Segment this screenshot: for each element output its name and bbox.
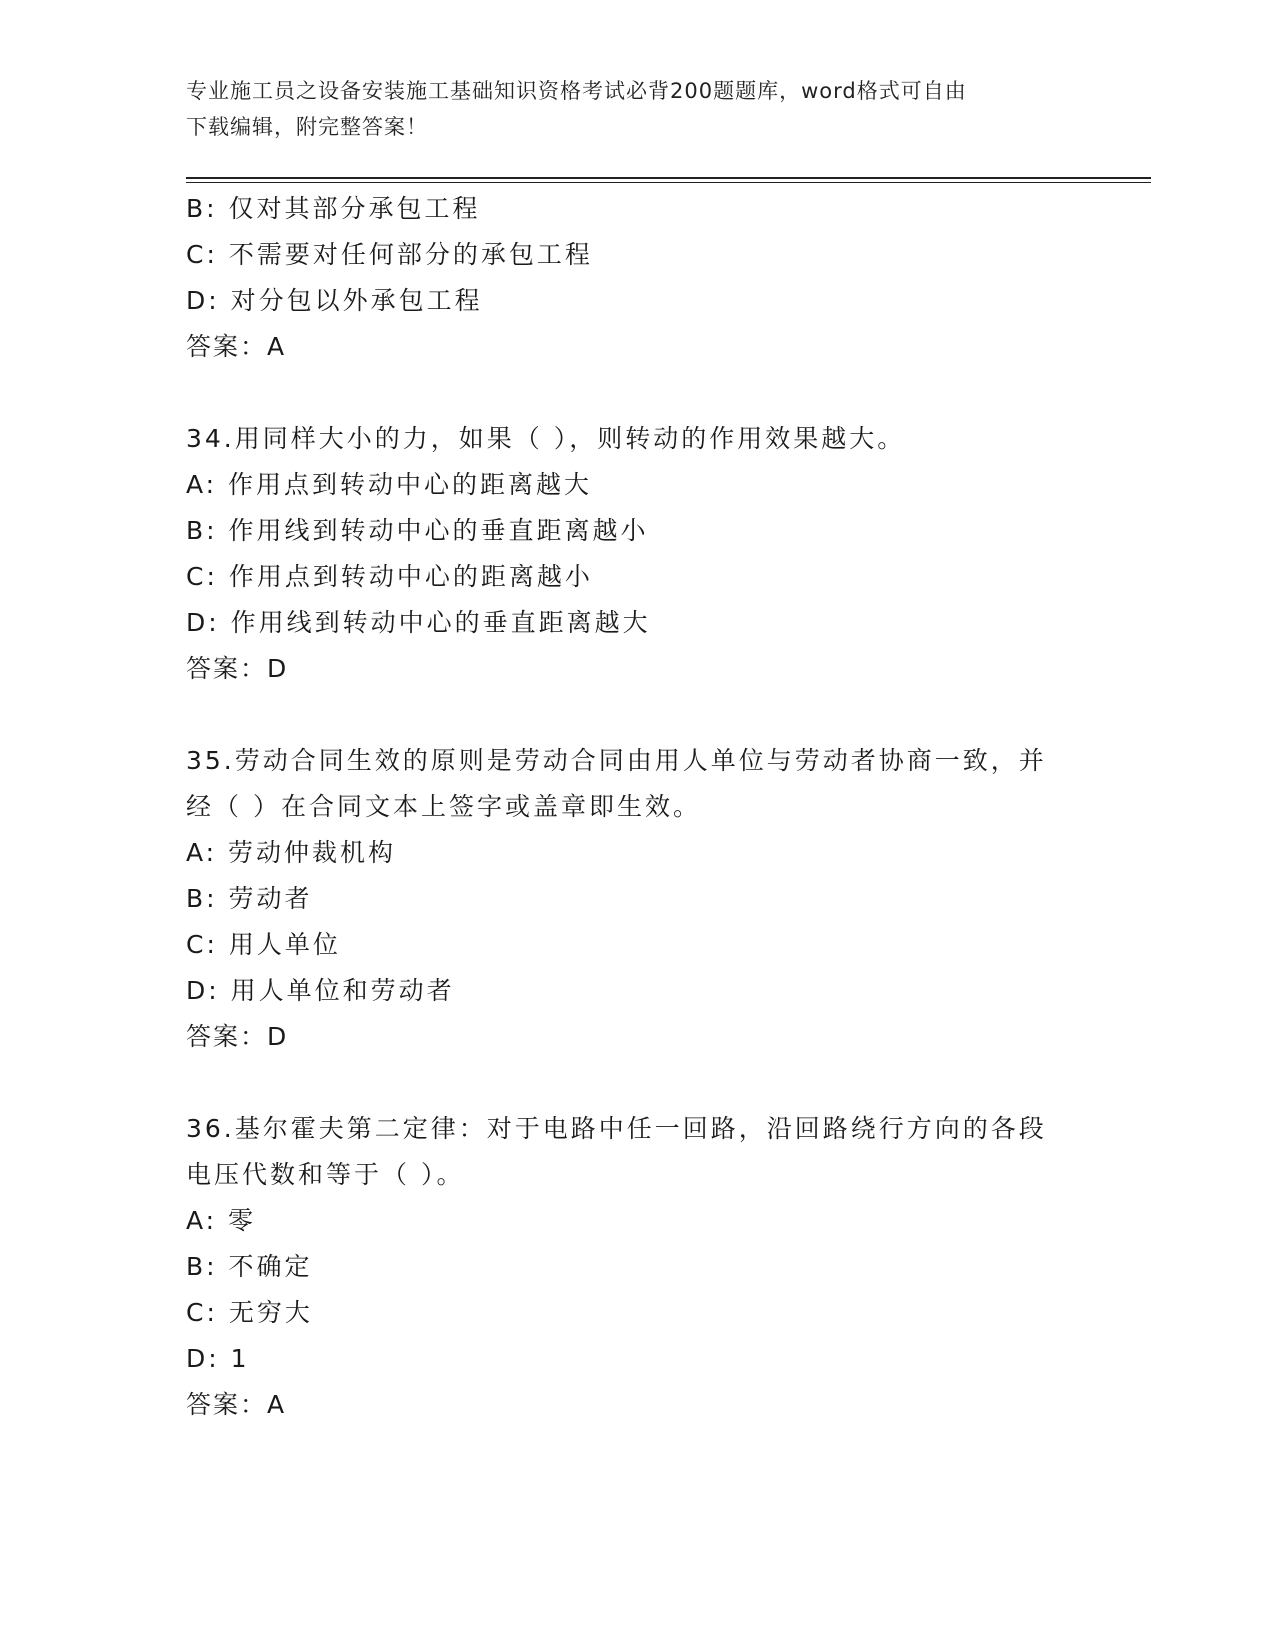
question-stem-line-1: 35.劳动合同生效的原则是劳动合同由用人单位与劳动者协商一致，并 <box>186 746 1047 775</box>
option-a: A: 劳动仲裁机构 <box>186 838 397 867</box>
question-list <box>186 186 1086 1428</box>
question-34 <box>186 416 1086 692</box>
option-c: C: 无穷大 <box>186 1298 313 1327</box>
option-d: D: 用人单位和劳动者 <box>186 976 455 1005</box>
question-33-continued <box>186 186 1086 370</box>
answer-line: 答案：D <box>186 654 289 683</box>
option-c: C: 作用点到转动中心的距离越小 <box>186 562 593 591</box>
option-c: C: 不需要对任何部分的承包工程 <box>186 240 593 269</box>
option-b: B: 不确定 <box>186 1252 313 1281</box>
option-d: D: 作用线到转动中心的垂直距离越大 <box>186 608 651 637</box>
header-divider-thick <box>186 177 1151 179</box>
option-c: C: 用人单位 <box>186 930 341 959</box>
option-d: D: 1 <box>186 1344 250 1373</box>
header-title-line-2: 下载编辑，附完整答案！ <box>186 115 428 139</box>
option-a: A: 作用点到转动中心的距离越大 <box>186 470 593 499</box>
spacer <box>186 692 1086 738</box>
option-b: B: 仅对其部分承包工程 <box>186 194 481 223</box>
answer-line: 答案：A <box>186 1390 287 1419</box>
question-stem-line-1: 36.基尔霍夫第二定律：对于电路中任一回路，沿回路绕行方向的各段 <box>186 1114 1047 1143</box>
header-title-line-1: 专业施工员之设备安装施工基础知识资格考试必背200题题库，word格式可自由 <box>186 79 967 103</box>
question-35 <box>186 738 1086 1060</box>
option-b: B: 作用线到转动中心的垂直距离越小 <box>186 516 649 545</box>
question-stem-line-2: 经（ ）在合同文本上签字或盖章即生效。 <box>186 792 701 821</box>
question-stem: 34.用同样大小的力，如果（ ），则转动的作用效果越大。 <box>186 424 906 453</box>
option-b: B: 劳动者 <box>186 884 313 913</box>
answer-line: 答案：A <box>186 332 287 361</box>
question-stem-line-2: 电压代数和等于（ ）。 <box>186 1160 465 1189</box>
spacer <box>186 370 1086 416</box>
question-36 <box>186 1106 1086 1428</box>
document-header <box>186 73 1066 145</box>
answer-line: 答案：D <box>186 1022 289 1051</box>
spacer <box>186 1060 1086 1106</box>
header-divider-thin <box>186 182 1151 183</box>
option-d: D: 对分包以外承包工程 <box>186 286 483 315</box>
option-a: A: 零 <box>186 1206 257 1235</box>
